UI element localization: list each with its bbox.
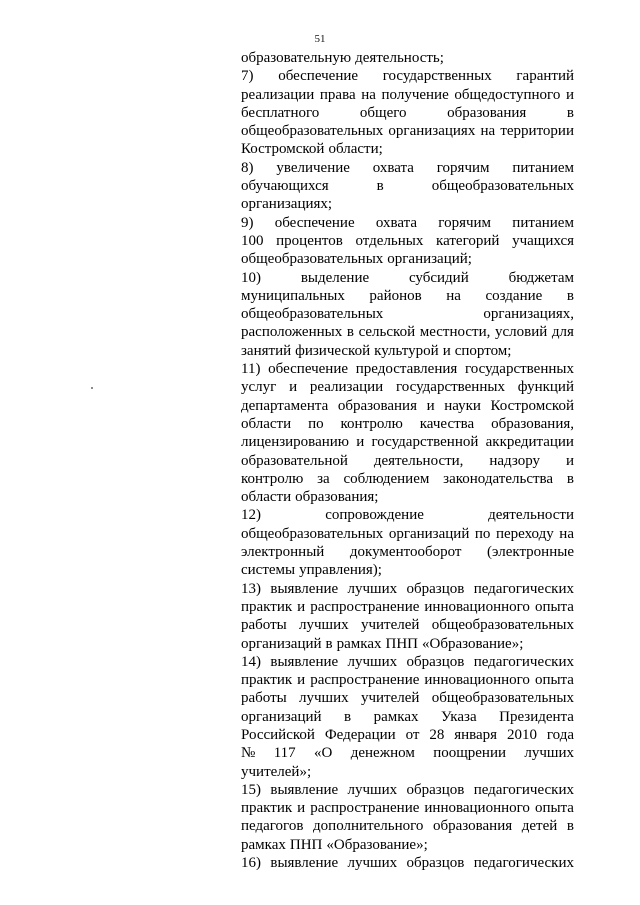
text-line: 100 процентов отдельных категорий учащихся	[241, 232, 574, 249]
document-text	[241, 49, 574, 872]
text-line: занятий физической культурой и спортом;	[241, 342, 512, 359]
text-line: лицензированию и государственной аккредитации	[241, 434, 574, 451]
text-line: общеобразовательных организациях на территории	[241, 123, 574, 140]
text-line: организаций в рамках Указа Президента	[241, 708, 574, 725]
text-line: реализации права на получение общедоступного и	[241, 86, 574, 103]
text-line: 15) выявление лучших образцов педагогических	[241, 781, 574, 798]
text-line: 16) выявление лучших образцов педагогических	[241, 855, 574, 872]
text-line: образовательной деятельности, надзору и	[241, 452, 574, 469]
text-line: области по контролю качества образования,	[241, 415, 574, 432]
text-line: педагогов дополнительного образования детей в	[241, 818, 574, 835]
text-line: работы лучших учителей общеобразовательных	[241, 617, 574, 634]
text-line: общеобразовательных организаций;	[241, 251, 472, 268]
text-line: образовательную деятельность;	[241, 50, 444, 66]
text-line: организаций в рамках ПНП «Образование»;	[241, 635, 524, 652]
text-line: 14) выявление лучших образцов педагогических	[241, 653, 574, 670]
text-line: 11) обеспечение предоставления государственных	[241, 361, 574, 378]
text-line: 7) обеспечение государственных гарантий	[241, 68, 574, 85]
text-line: Российской Федерации от 28 января 2010 года	[241, 726, 574, 743]
text-line: департамента образования и науки Костромской	[241, 397, 574, 414]
text-line: организациях;	[241, 196, 333, 213]
text-line: 9) обеспечение охвата горячим питанием	[241, 214, 574, 231]
scan-speck	[91, 387, 93, 389]
text-line: практик и распространение инновационного опыта	[241, 598, 574, 615]
text-line: обучающихся в общеобразовательных	[241, 178, 574, 195]
page-number: 51	[314, 33, 326, 45]
text-line: электронный документооборот (электронные	[241, 544, 574, 561]
text-line: контролю за соблюдением законодательства в	[241, 470, 574, 487]
text-line: рамках ПНП «Образование»;	[241, 836, 428, 853]
text-line: 13) выявление лучших образцов педагогических	[241, 580, 574, 597]
text-line: учителей»;	[241, 763, 312, 780]
text-line: расположенных в сельской местности, условий для	[241, 324, 574, 341]
text-line: практик и распространение инновационного опыта	[241, 800, 574, 817]
text-line: 10) выделение субсидий бюджетам	[241, 269, 574, 286]
text-line: практик и распространение инновационного опыта	[241, 672, 574, 689]
text-line: общеобразовательных организациях,	[241, 306, 574, 323]
text-line: общеобразовательных организаций по переходу на	[241, 525, 574, 542]
text-line: 8) увеличение охвата горячим питанием	[241, 159, 574, 176]
text-line: области образования;	[241, 489, 379, 506]
text-line: 12) сопровождение деятельности	[241, 507, 574, 524]
text-line: муниципальных районов на создание в	[241, 287, 574, 304]
text-line: услуг и реализации государственных функций	[241, 379, 574, 396]
text-line: № 117 «О денежном поощрении лучших	[241, 745, 574, 762]
text-line: системы управления);	[241, 562, 382, 579]
text-line: работы лучших учителей общеобразовательных	[241, 690, 574, 707]
text-line: Костромской области;	[241, 141, 383, 158]
text-line: бесплатного общего образования в	[241, 104, 574, 121]
